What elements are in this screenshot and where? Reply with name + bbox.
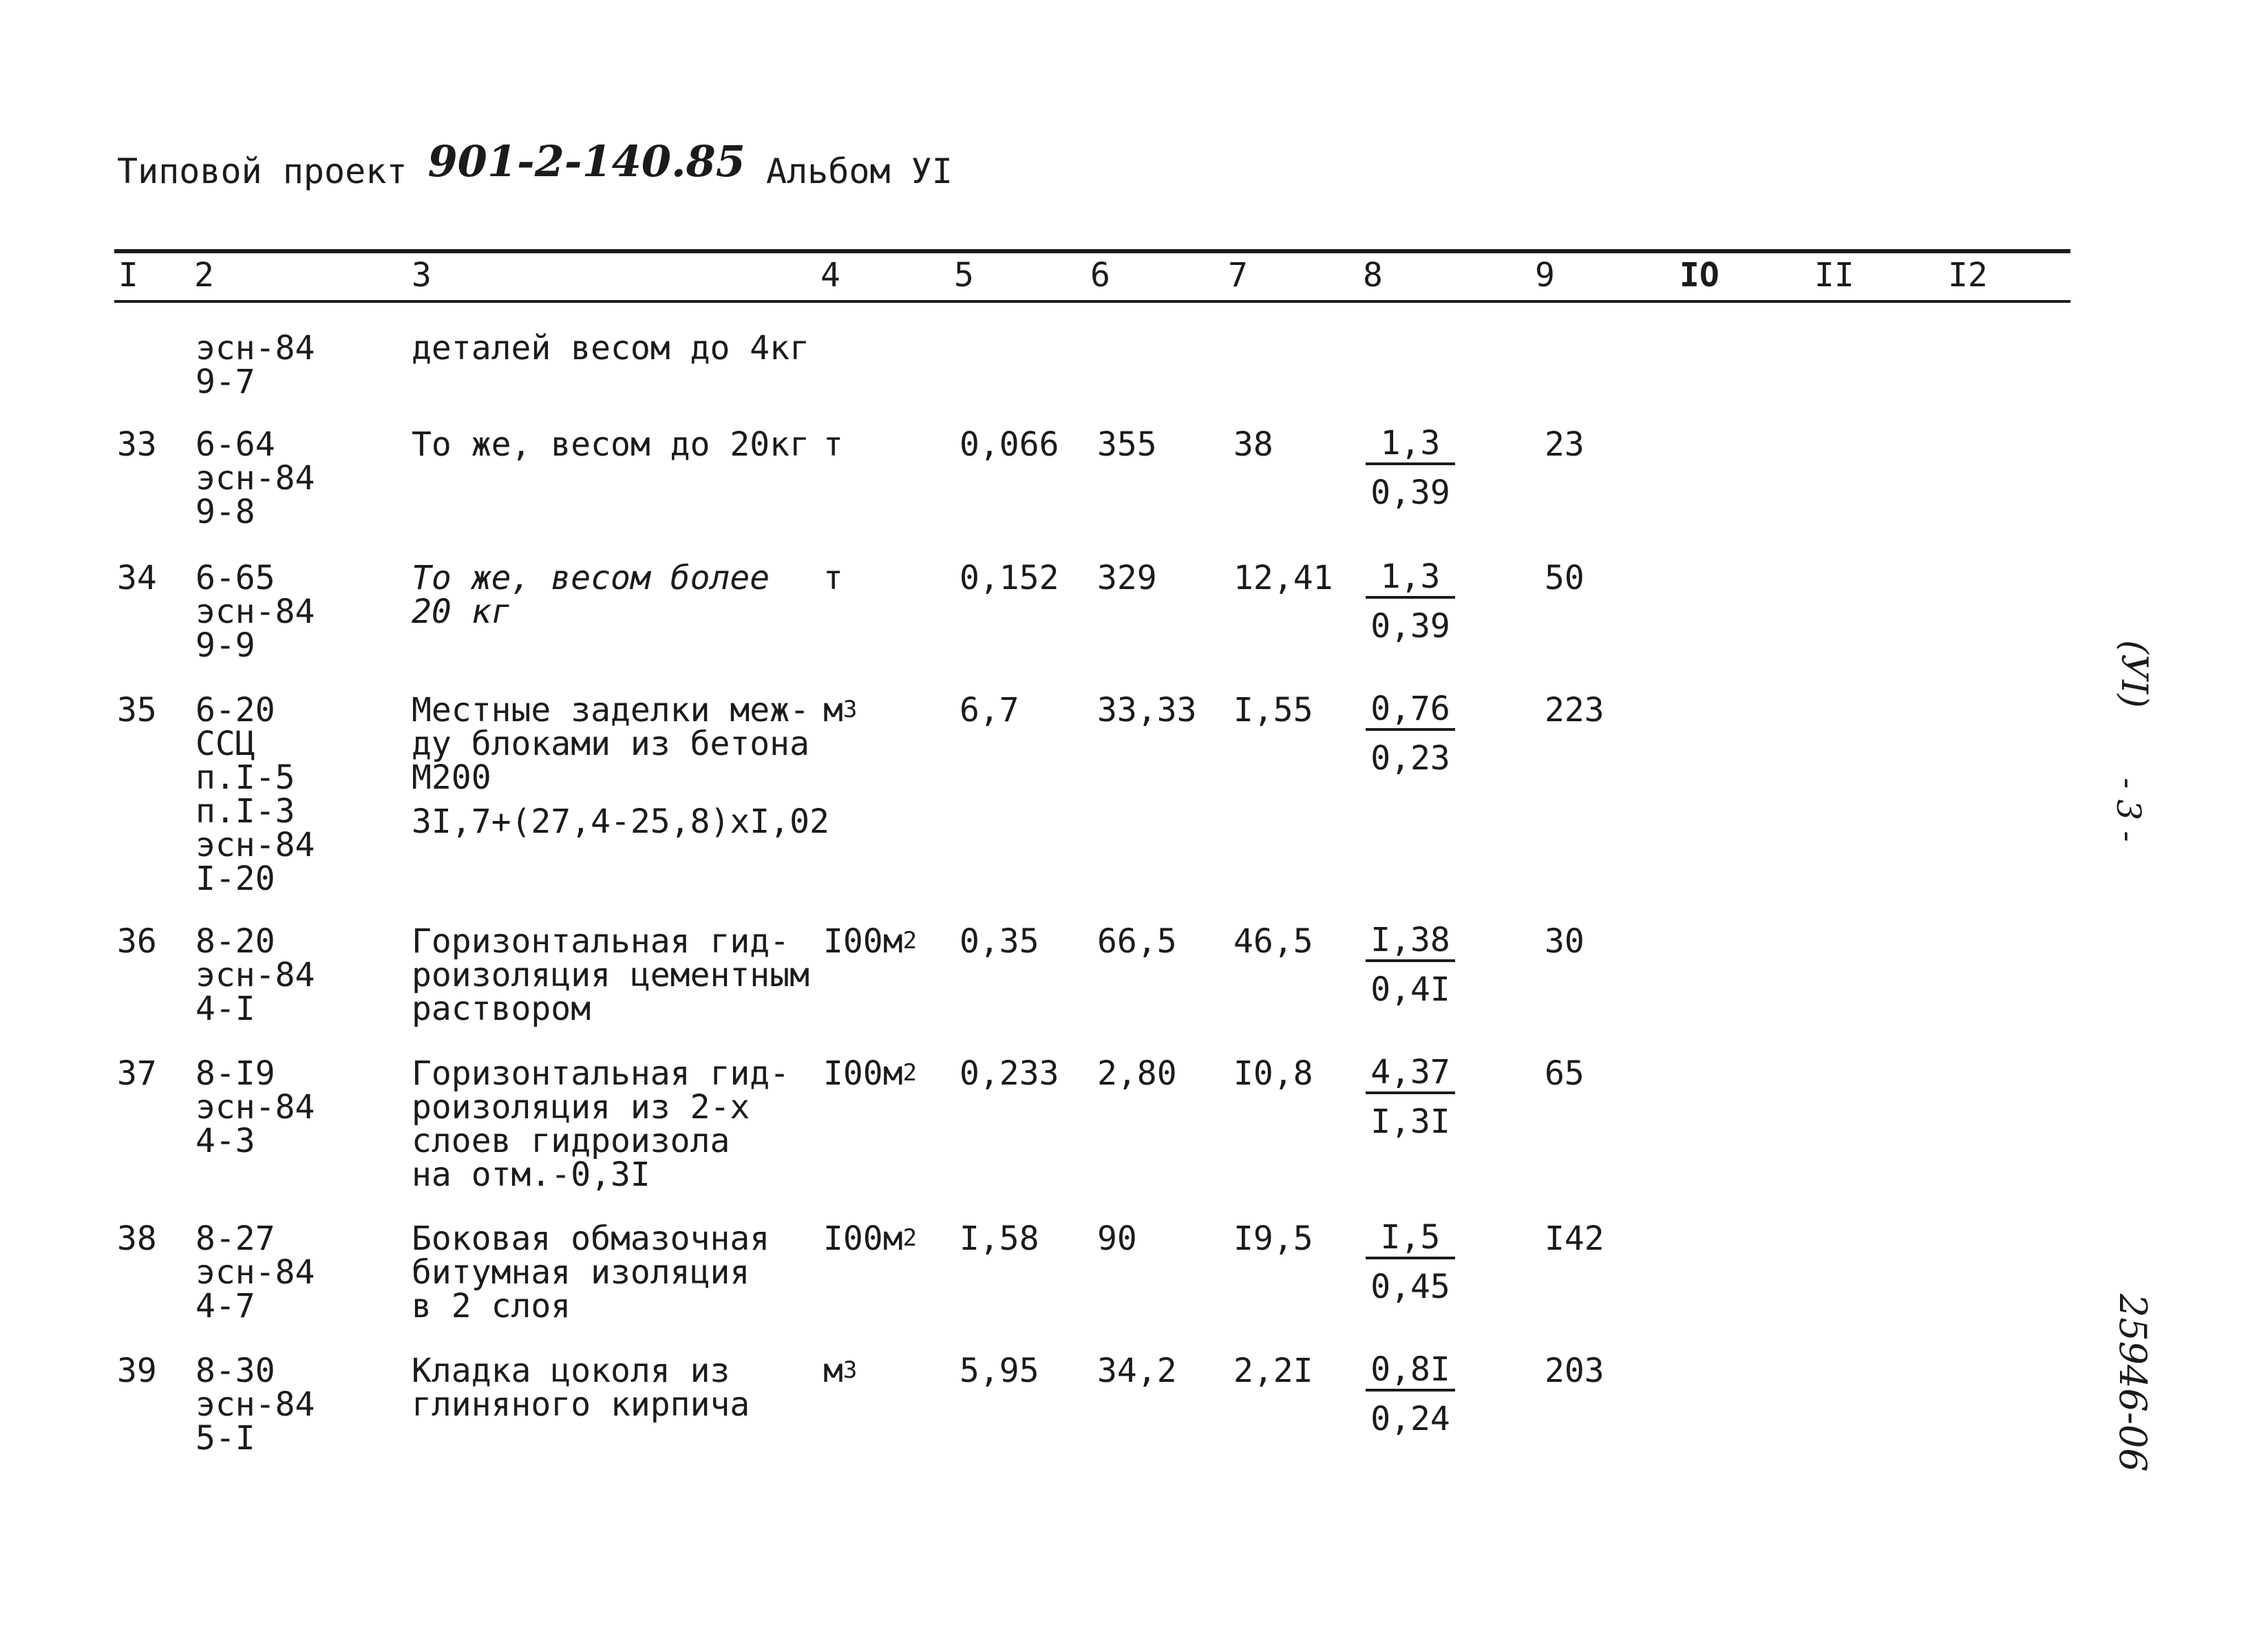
row-code: 8-20 эсн-84 4-I xyxy=(195,922,315,1028)
unit-exponent: 3 xyxy=(842,1356,858,1384)
row-col7: 12,41 xyxy=(1233,559,1333,597)
unit-exponent: 2 xyxy=(902,927,918,955)
unit-base: I00м xyxy=(823,1054,903,1093)
unit-base: I00м xyxy=(823,1219,903,1258)
row-col9: 50 xyxy=(1545,559,1585,597)
row-quantity: I,58 xyxy=(960,1219,1039,1258)
row-col7: I0,8 xyxy=(1233,1054,1313,1093)
row-col7: I,55 xyxy=(1233,691,1313,729)
col-header-10: IO xyxy=(1679,256,1719,295)
row-code: 8-27 эсн-84 4-7 xyxy=(195,1219,315,1325)
table-header-rule xyxy=(114,300,2070,303)
row-code: 8-I9 эсн-84 4-3 xyxy=(195,1054,315,1160)
row-quantity: 0,35 xyxy=(960,922,1039,961)
row-col7: 38 xyxy=(1233,425,1273,464)
row-description: деталей весом до 4кг xyxy=(412,329,809,367)
row-col9: 223 xyxy=(1545,691,1604,729)
row-quantity: 0,066 xyxy=(960,425,1059,464)
row-unit xyxy=(823,1354,857,1392)
margin-page-number: - 3 - xyxy=(2109,778,2148,842)
unit-exponent: 2 xyxy=(902,1059,918,1087)
col-header-6: 6 xyxy=(1090,256,1110,295)
row-col9: 203 xyxy=(1545,1352,1604,1390)
project-number: 901-2-140.85 xyxy=(427,136,745,186)
row-col6: 66,5 xyxy=(1097,922,1177,961)
col8-numerator: 1,3 xyxy=(1366,559,1455,599)
row-quantity: 6,7 xyxy=(960,691,1019,729)
row-unit xyxy=(823,1219,918,1259)
col8-numerator: I,5 xyxy=(1366,1219,1455,1259)
row-code: 6-20 ССЦ п.I-5 п.I-3 эсн-84 I-20 xyxy=(195,691,315,898)
row-col7: 46,5 xyxy=(1233,922,1313,961)
col8-denominator: 0,39 xyxy=(1370,473,1450,512)
col-header-5: 5 xyxy=(954,256,974,295)
row-unit: т xyxy=(823,559,843,597)
col-header-8: 8 xyxy=(1363,256,1383,295)
row-number: 34 xyxy=(117,559,157,597)
row-description: То же, весом до 20кг xyxy=(412,425,809,464)
unit-base: м xyxy=(823,1352,843,1390)
row-formula: 3I,7+(27,4-25,8)xI,02 xyxy=(412,802,829,841)
row-col8-fraction xyxy=(1366,425,1455,512)
unit-exponent: 3 xyxy=(842,696,858,723)
row-description: Боковая обмазочная битумная изоляция в 2 слоя xyxy=(412,1219,770,1325)
row-quantity: 0,152 xyxy=(960,559,1059,597)
col-header-7: 7 xyxy=(1228,256,1248,295)
row-col8-fraction xyxy=(1366,922,1455,1009)
col-header-4: 4 xyxy=(820,256,840,295)
col8-denominator: 0,24 xyxy=(1370,1400,1450,1438)
row-unit xyxy=(823,1054,918,1094)
row-description: Горизонтальная гид- роизоляция из 2-х слоев гидроизола на отм.-0,3I xyxy=(412,1054,790,1194)
row-unit: т xyxy=(823,425,843,464)
col-header-3: 3 xyxy=(412,256,432,295)
col-header-2: 2 xyxy=(194,256,214,295)
col8-denominator: 0,39 xyxy=(1370,607,1450,646)
row-code: 6-64 эсн-84 9-8 xyxy=(195,425,315,531)
col8-denominator: 0,23 xyxy=(1370,739,1450,778)
row-col9: 30 xyxy=(1545,922,1585,961)
col-header-9: 9 xyxy=(1535,256,1555,295)
album-label: Альбом УI xyxy=(765,151,953,191)
row-col9: I42 xyxy=(1545,1219,1604,1258)
unit-base: м xyxy=(823,691,843,729)
row-number: 36 xyxy=(117,922,157,961)
col8-numerator: 4,37 xyxy=(1366,1054,1455,1094)
document-header xyxy=(117,136,953,193)
row-unit xyxy=(823,691,858,731)
col8-numerator: I,38 xyxy=(1366,922,1455,962)
row-col6: 34,2 xyxy=(1097,1352,1177,1390)
row-col6: 2,80 xyxy=(1097,1054,1177,1093)
row-number: 38 xyxy=(117,1219,157,1258)
row-description: Кладка цоколя из глиняного кирпича xyxy=(412,1352,750,1424)
row-number: 39 xyxy=(117,1352,157,1390)
row-code: 6-65 эсн-84 9-9 xyxy=(195,559,315,665)
col8-denominator: 0,45 xyxy=(1370,1268,1450,1306)
row-quantity: 5,95 xyxy=(960,1352,1039,1390)
col-header-1: I xyxy=(118,256,138,295)
row-col7: I9,5 xyxy=(1233,1219,1313,1258)
unit-base: I00м xyxy=(823,922,903,961)
row-col6: 329 xyxy=(1097,559,1157,597)
table-top-rule xyxy=(114,249,2070,253)
margin-album-mark: (УI) xyxy=(2113,640,2154,708)
row-number: 37 xyxy=(117,1054,157,1093)
row-col8-fraction xyxy=(1366,1054,1455,1141)
row-col8-fraction xyxy=(1366,691,1455,778)
row-description: Горизонтальная гид- роизоляция цементным раствором xyxy=(412,922,809,1028)
header-prefix: Типовой проект xyxy=(117,151,407,191)
row-col8-fraction xyxy=(1366,1219,1455,1306)
col8-denominator: I,3I xyxy=(1370,1102,1450,1141)
row-col8-fraction xyxy=(1366,559,1455,646)
row-number: 33 xyxy=(117,425,157,464)
row-col8-fraction xyxy=(1366,1352,1455,1438)
row-col7: 2,2I xyxy=(1233,1352,1313,1390)
col8-numerator: 0,76 xyxy=(1366,691,1455,731)
col8-numerator: 0,8I xyxy=(1366,1352,1455,1392)
row-col6: 33,33 xyxy=(1097,691,1197,729)
row-number: 35 xyxy=(117,691,157,729)
col8-numerator: 1,3 xyxy=(1366,425,1455,465)
row-description: То же, весом более 20 кг xyxy=(412,559,770,631)
row-quantity: 0,233 xyxy=(960,1054,1059,1093)
row-description: Местные заделки меж- ду блоками из бетона М200 xyxy=(412,691,809,797)
row-col9: 65 xyxy=(1545,1054,1585,1093)
row-code: 8-30 эсн-84 5-I xyxy=(195,1352,315,1458)
margin-inventory-number: 25946-06 xyxy=(2111,1294,2154,1472)
row-col6: 355 xyxy=(1097,425,1157,464)
col-header-11: II xyxy=(1814,256,1854,295)
row-unit xyxy=(823,922,918,962)
row-col6: 90 xyxy=(1097,1219,1137,1258)
unit-exponent: 2 xyxy=(902,1224,918,1252)
row-code: эсн-84 9-7 xyxy=(195,329,315,401)
col-header-12: I2 xyxy=(1948,256,1988,295)
row-col9: 23 xyxy=(1545,425,1585,464)
col8-denominator: 0,4I xyxy=(1370,970,1450,1009)
